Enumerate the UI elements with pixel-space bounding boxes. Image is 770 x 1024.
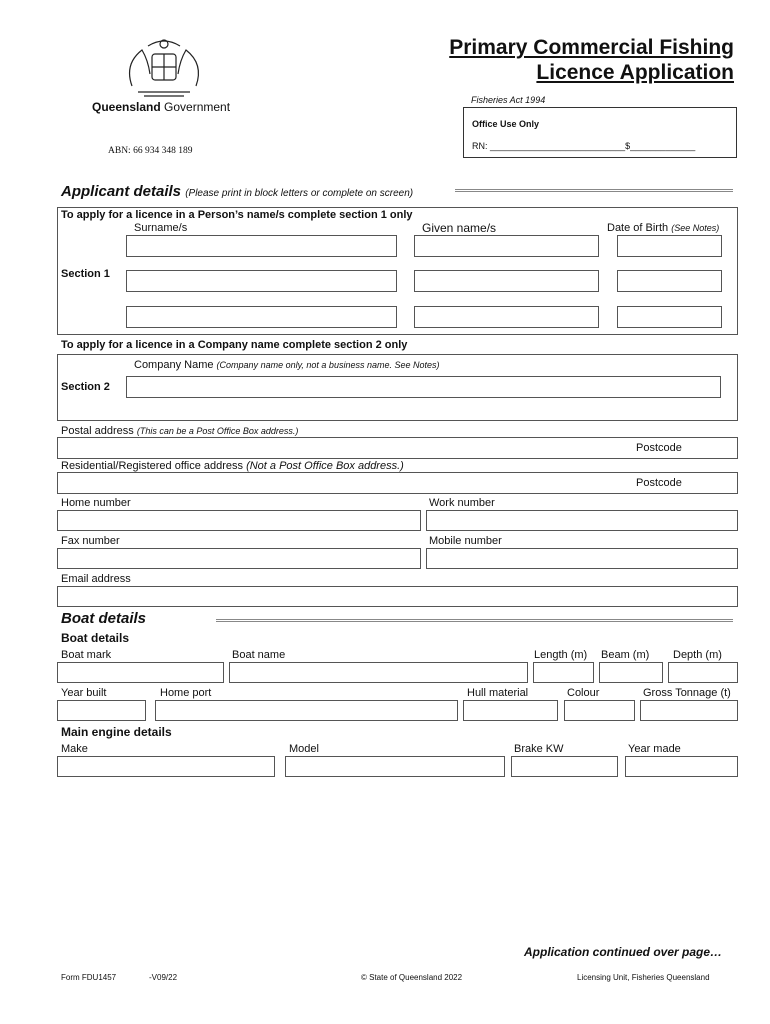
queensland-crest-logo <box>118 36 210 102</box>
depth-label: Depth (m) <box>673 649 722 661</box>
year-made-field[interactable] <box>625 756 738 777</box>
abn-text: ABN: 66 934 348 189 <box>108 146 193 156</box>
rn-field-label: RN: ___________________________$_____________ <box>472 141 696 151</box>
boat-mark-label: Boat mark <box>61 649 112 661</box>
form-number: Form FDU1457 <box>61 973 117 982</box>
mobile-number-label: Mobile number <box>429 535 502 547</box>
licensing-unit-text: Licensing Unit, Fisheries Queensland <box>577 973 710 982</box>
given-name-field-2[interactable] <box>414 270 599 292</box>
email-address-label: Email address <box>61 573 131 585</box>
fax-number-field[interactable] <box>57 548 421 569</box>
email-address-field[interactable] <box>57 586 738 607</box>
model-field[interactable] <box>285 756 505 777</box>
length-field[interactable] <box>533 662 594 683</box>
dob-field-2[interactable] <box>617 270 722 292</box>
boat-details-subheading: Boat details <box>61 631 130 645</box>
postal-address-label: Postal address (This can be a Post Office Box address.) <box>61 425 299 437</box>
section2-intro: To apply for a licence in a Company name complete section 2 only <box>61 339 408 351</box>
continued-notice: Application continued over page… <box>524 945 723 959</box>
hull-material-label: Hull material <box>467 687 529 699</box>
heading-rule <box>455 189 733 192</box>
boat-mark-field[interactable] <box>57 662 224 683</box>
year-built-field[interactable] <box>57 700 146 721</box>
boat-name-label: Boat name <box>232 649 286 661</box>
applicant-heading-note: (Please print in block letters or complete on screen) <box>185 188 414 199</box>
make-label: Make <box>61 743 88 755</box>
dob-field-3[interactable] <box>617 306 722 328</box>
dob-field-1[interactable] <box>617 235 722 257</box>
section1-label: Section 1 <box>61 268 110 280</box>
length-label: Length (m) <box>534 649 588 661</box>
act-reference: Fisheries Act 1994 <box>471 95 546 105</box>
year-made-label: Year made <box>628 743 681 755</box>
form-title-line1: Primary Commercial Fishing <box>449 36 734 59</box>
boat-heading-rule <box>216 619 733 622</box>
postal-postcode-label: Postcode <box>636 442 682 454</box>
form-version: -V09/22 <box>149 973 178 982</box>
hull-material-field[interactable] <box>463 700 558 721</box>
residential-postcode-label: Postcode <box>636 477 682 489</box>
given-name-field-1[interactable] <box>414 235 599 257</box>
boat-details-heading: Boat details <box>61 610 147 627</box>
surname-field-2[interactable] <box>126 270 397 292</box>
boat-name-field[interactable] <box>229 662 528 683</box>
company-name-label: Company Name (Company name only, not a business name. See Notes) <box>134 359 440 371</box>
work-number-label: Work number <box>429 497 495 509</box>
section1-intro: To apply for a licence in a Person’s name/s complete section 1 only <box>61 209 413 221</box>
applicant-details-heading: Applicant details (Please print in block letters or complete on screen) <box>61 183 414 200</box>
beam-label: Beam (m) <box>601 649 650 661</box>
beam-field[interactable] <box>599 662 663 683</box>
brake-kw-label: Brake KW <box>514 743 564 755</box>
surname-label: Surname/s <box>134 222 188 234</box>
colour-field[interactable] <box>564 700 635 721</box>
residential-address-label: Residential/Registered office address (Not a Post Office Box address.) <box>61 460 404 472</box>
fax-number-label: Fax number <box>61 535 120 547</box>
home-number-field[interactable] <box>57 510 421 531</box>
depth-field[interactable] <box>668 662 738 683</box>
given-name-label: Given name/s <box>422 221 497 235</box>
brake-kw-field[interactable] <box>511 756 618 777</box>
surname-field-3[interactable] <box>126 306 397 328</box>
work-number-field[interactable] <box>426 510 738 531</box>
mobile-number-field[interactable] <box>426 548 738 569</box>
make-field[interactable] <box>57 756 275 777</box>
model-label: Model <box>289 743 319 755</box>
copyright-text: © State of Queensland 2022 <box>361 973 463 982</box>
office-use-label: Office Use Only <box>472 119 540 129</box>
gross-tonnage-label: Gross Tonnage (t) <box>643 687 731 699</box>
company-name-field[interactable] <box>126 376 721 398</box>
home-number-label: Home number <box>61 497 131 509</box>
colour-label: Colour <box>567 687 600 699</box>
home-port-label: Home port <box>160 687 212 699</box>
form-title-line2: Licence Application <box>536 61 734 84</box>
surname-field-1[interactable] <box>126 235 397 257</box>
gross-tonnage-field[interactable] <box>640 700 738 721</box>
section2-label: Section 2 <box>61 381 110 393</box>
main-engine-heading: Main engine details <box>61 725 172 739</box>
dob-label: Date of Birth (See Notes) <box>607 222 720 234</box>
given-name-field-3[interactable] <box>414 306 599 328</box>
government-name: Queensland Government <box>92 100 231 114</box>
home-port-field[interactable] <box>155 700 458 721</box>
year-built-label: Year built <box>61 687 107 699</box>
